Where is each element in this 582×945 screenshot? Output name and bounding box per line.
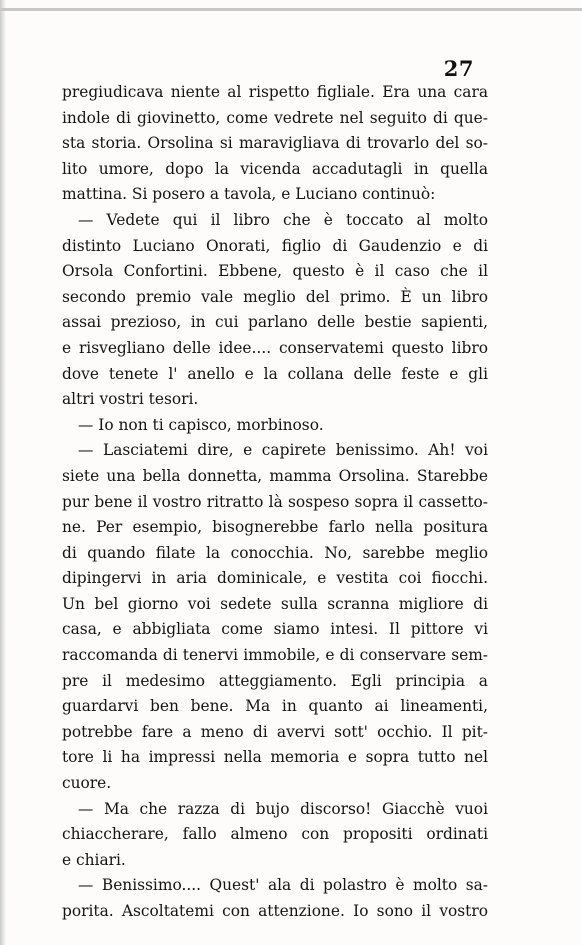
text-line: — Lasciatemi dire, e capirete benissimo. Ah! voi xyxy=(78,441,488,460)
text-line: dove tenete l' anello e la collana delle feste e gli xyxy=(62,364,488,383)
text-line: pregiudicava niente al rispetto figliale. Era una cara xyxy=(62,83,488,101)
text-line: altri vostri tesori. xyxy=(62,390,199,409)
text-line: e risvegliano delle idee.... conservatemi questo libro xyxy=(62,338,488,357)
text-line: pre il medesimo atteggiamento. Egli principia a xyxy=(62,671,488,690)
text-line: — Io non ti capisco, morbinoso. xyxy=(78,415,324,434)
text-line: guardarvi ben bene. Ma in quanto ai lineamenti, xyxy=(62,697,488,716)
text-line: dipingervi in aria dominicale, e vestita coi fiocchi. xyxy=(62,569,488,588)
text-line: — Ma che razza di bujo discorso! Giacchè vuoi xyxy=(78,799,488,818)
text-line: — Vedete qui il libro che è toccato al molto xyxy=(78,210,488,229)
text-line: sta storia. Orsolina si maravigliava di trovarlo del so- xyxy=(62,134,488,153)
text-line: — Benissimo.... Quest' ala di polastro è molto sa- xyxy=(78,876,488,895)
text-line: raccomanda di tenervi immobile, e di conservare sem- xyxy=(62,646,488,665)
page-top-edge xyxy=(0,8,582,11)
text-line: siete una bella donnetta, mamma Orsolina. Starebbe xyxy=(62,466,488,485)
text-line: indole di giovinetto, come vedrete nel seguito di que- xyxy=(62,108,488,127)
text-line: lito umore, dopo la vicenda accadutagli in quella xyxy=(62,159,488,178)
text-line: distinto Luciano Onorati, figlio di Gaudenzio e di xyxy=(62,236,488,255)
text-line: chiaccherare, fallo almeno con propositi ordinati xyxy=(62,825,488,844)
text-line: ne. Per esempio, bisognerebbe farlo nella positura xyxy=(62,518,488,537)
text-line: casa, e abbigliata come siamo intesi. Il pittore vi xyxy=(62,620,488,639)
page-gutter-shadow xyxy=(0,0,6,945)
text-line: e chiari. xyxy=(62,850,126,869)
text-line: cuore. xyxy=(62,774,112,793)
text-line: pur bene il vostro ritratto là sospeso sopra il cassetto- xyxy=(62,492,488,511)
text-line: secondo premio vale meglio del primo. È un libro xyxy=(62,287,488,306)
text-line: Un bel giorno voi sedete sulla scranna migliore di xyxy=(62,594,488,613)
body-text xyxy=(62,80,488,925)
text-line: mattina. Si posero a tavola, e Luciano continuò: xyxy=(62,185,436,204)
text-line: di quando filate la conocchia. No, sarebbe meglio xyxy=(62,543,488,562)
text-line: tore li ha impressi nella memoria e sopra tutto nel xyxy=(62,748,488,767)
text-line: assai prezioso, in cui parlano delle bestie sapienti, xyxy=(62,313,488,332)
text-line: Orsola Confortini. Ebbene, questo è il caso che il xyxy=(62,262,488,281)
text-line: porita. Ascoltatemi con attenzione. Io sono il vostro xyxy=(62,902,488,920)
text-line: potrebbe fare a meno di avervi sott' occhio. Il pit- xyxy=(62,722,488,741)
page-number: 27 xyxy=(443,56,474,81)
